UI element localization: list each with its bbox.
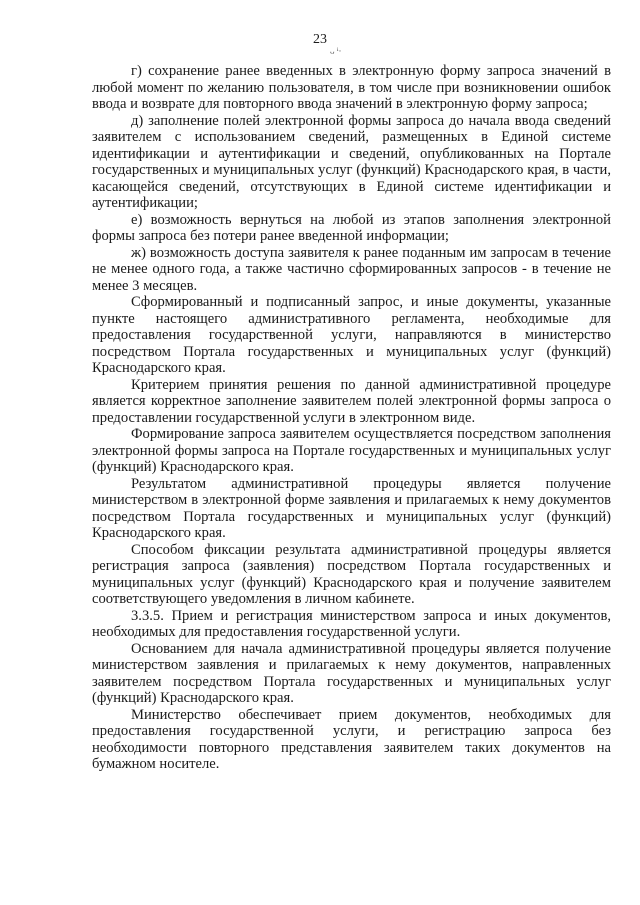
scan-mark: ᴗ ⁱ· [330,46,342,56]
document-body [92,63,611,773]
page-number: 23 [313,32,327,47]
paragraph-procedure-basis: Основанием для начала административной процедуры является получение министерством заявления и прилагаемых к нему документов, направленных заявителем посредством Портала государственных и муниципальных услуг (функций) Краснодарского края. [92,640,611,706]
paragraph-submitted-request: Сформированный и подписанный запрос, и иные документы, указанные пункте настоящего административного регламента, необходимые для предоставления государственной услуги, направляются в министерство посредством Портала государственных и муниципальных услуг (функций) Краснодарского края. [92,294,611,376]
paragraph-item-e: е) возможность вернуться на любой из этапов заполнения электронной формы запроса без потери ранее введенной информации; [92,211,611,244]
paragraph-ministry-reception: Министерство обеспечивает прием документов, необходимых для предоставления государственной услуги, и регистрацию запроса без необходимости повторного представления заявителем таких документов на бумажном носителе. [92,706,611,772]
section-heading-3-3-5: 3.3.5. Прием и регистрация министерством запроса и иных документов, необходимых для предоставления государственной услуги. [92,607,611,640]
paragraph-item-g: г) сохранение ранее введенных в электронную форму запроса значений в любой момент по желанию пользователя, в том числе при возникновении ошибок ввода и возврате для повторного ввода значений в электронную форму запроса; [92,63,611,112]
paragraph-request-formation: Формирование запроса заявителем осуществляется посредством заполнения электронной формы запроса на Портале государственных и муниципальных услуг (функций) Краснодарского края. [92,426,611,475]
paragraph-item-zh: ж) возможность доступа заявителя к ранее поданным им запросам в течение не менее одного года, а также частично сформированных запросов - в течение не менее 3 месяцев. [92,244,611,294]
paragraph-item-d: д) заполнение полей электронной формы запроса до начала ввода сведений заявителем с использованием сведений, размещенных в Единой системе идентификации и аутентификации и сведений, опубликованных на Портале государственных и муниципальных услуг (функций) Краснодарского края, в части, касающейся сведений, отсутствующих в Единой системе идентификации и аутентификации; [92,112,611,211]
paragraph-fixation-method: Способом фиксации результата административной процедуры является регистрация запроса (заявления) посредством Портала государственных и муниципальных услуг (функций) Краснодарского края и получение заявителем соответствующего уведомления в личном кабинете. [92,541,611,607]
paragraph-procedure-result: Результатом административной процедуры является получение министерством в электронной форме заявления и прилагаемых к нему документов посредством Портала государственных и муниципальных услуг (функций) Краснодарского края. [92,475,611,541]
paragraph-decision-criterion: Критерием принятия решения по данной административной процедуре является корректное заполнение заявителем полей электронной формы запроса о предоставлении государственной услуги в электронном виде. [92,376,611,426]
